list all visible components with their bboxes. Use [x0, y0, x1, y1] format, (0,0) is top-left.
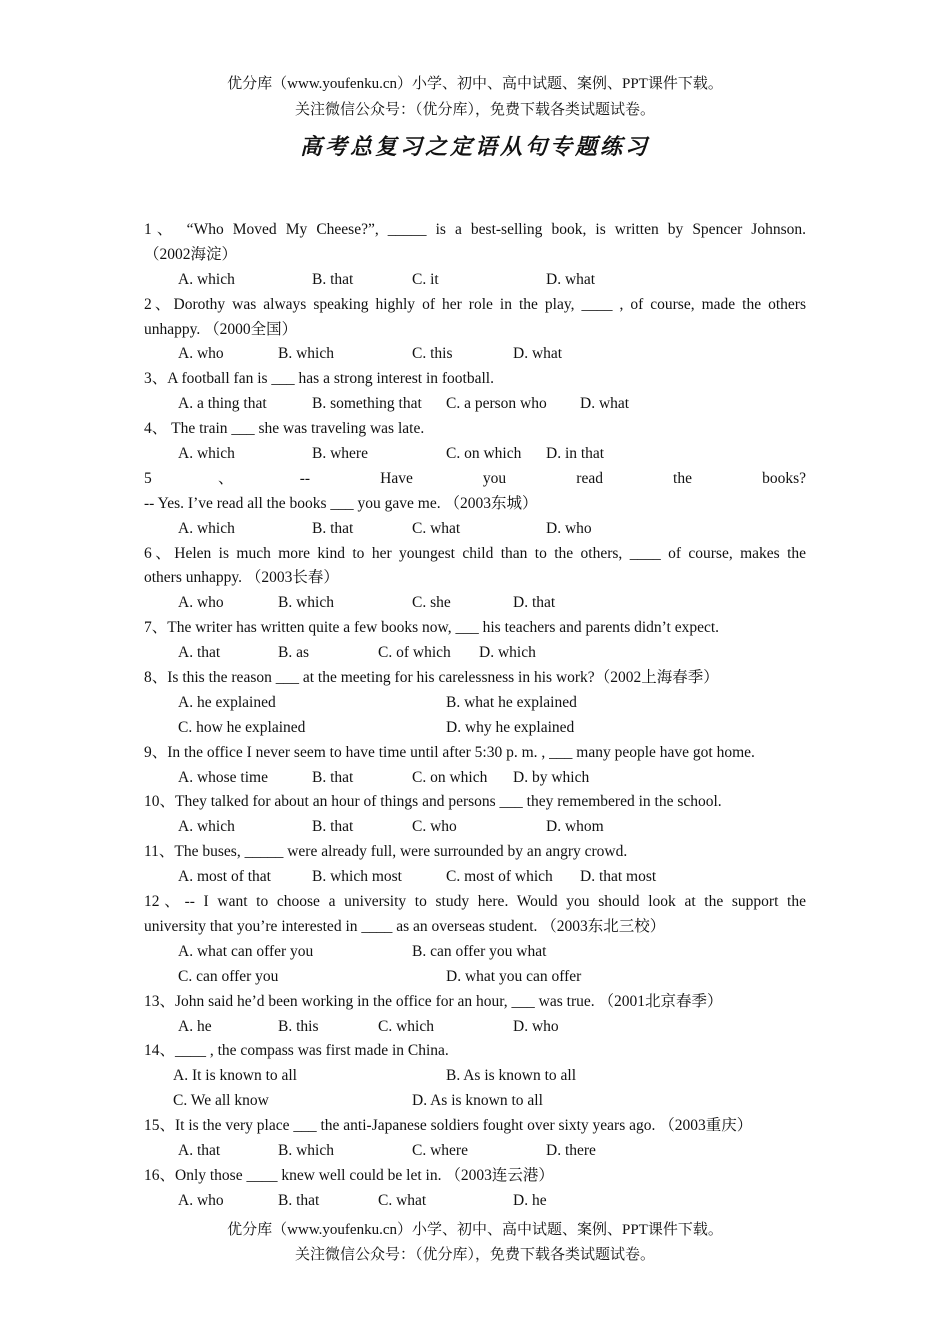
answer-options-row	[144, 342, 806, 367]
answer-option: A. which	[178, 519, 235, 537]
question-text: 8、Is this the reason ___ at the meeting for his carelessness in his work?（2002上海春季）	[144, 669, 719, 687]
answer-option: C. who	[412, 818, 457, 836]
answer-option: C. most of which	[446, 868, 553, 886]
question-text: 7、The writer has written quite a few books now, ___ his teachers and parents didn’t expect.	[144, 619, 720, 637]
question-text: 10、They talked for about an hour of things and persons ___ they remembered in the school.	[144, 793, 722, 811]
answer-option: D. what	[580, 395, 630, 413]
answer-option: D. why he explained	[446, 718, 575, 736]
answer-option: D. which	[479, 644, 536, 662]
question-text: 5、-- Have you read the books?	[144, 469, 806, 487]
answer-option: B. something that	[312, 395, 422, 413]
answer-option: A. what can offer you	[178, 942, 314, 960]
question-list	[144, 218, 806, 1214]
question-text: 1、 “Who Moved My Cheese?”, _____ is a best-selling book, is written by Spencer Johnson.	[144, 221, 806, 238]
answer-option: C. which	[378, 1017, 434, 1035]
answer-option: A. It is known to all	[173, 1067, 297, 1085]
question-text: 4、 The train ___ she was traveling was late.	[144, 420, 425, 438]
answer-option: D. what	[513, 345, 563, 363]
question-text: university that you’re interested in ____ as an overseas student. （2003东北三校）	[144, 917, 666, 935]
answer-option: C. what	[378, 1191, 427, 1209]
answer-option: D. that most	[580, 868, 657, 886]
question-text: 2、Dorothy was always speaking highly of her role in the play, ____ , of course, made the others	[144, 295, 806, 313]
answer-option: C. she	[412, 594, 451, 612]
answer-options-row	[144, 591, 806, 616]
question-text: （2002海淀）	[144, 245, 238, 263]
answer-option: A. who	[178, 594, 224, 612]
answer-option: A. which	[178, 818, 235, 836]
question-text: 11、The buses, _____ were already full, were surrounded by an angry crowd.	[144, 843, 628, 861]
answer-options-row	[144, 1089, 806, 1114]
answer-options-row	[144, 965, 806, 990]
answer-option: D. in that	[546, 445, 605, 463]
question-text: 14、____ , the compass was first made in China.	[144, 1042, 449, 1060]
answer-options-row	[144, 815, 806, 840]
page-title: 高考总复习之定语从句专题练习	[299, 134, 650, 159]
answer-option: B. where	[312, 445, 368, 463]
answer-option: B. can offer you what	[412, 942, 547, 960]
answer-option: D. by which	[513, 768, 590, 786]
question-text: 9、In the office I never seem to have time until after 5:30 p. m. , ___ many people have got home.	[144, 743, 755, 761]
answer-option: D. what	[546, 270, 596, 288]
answer-option: A. he explained	[178, 693, 276, 711]
question-text: 16、Only those ____ knew well could be let in. （2003连云港）	[144, 1166, 554, 1184]
answer-option: C. of which	[378, 644, 451, 662]
answer-option: C. on which	[412, 768, 488, 786]
answer-option: C. We all know	[173, 1092, 269, 1110]
answer-options-row	[144, 517, 806, 542]
answer-option: D. who	[513, 1017, 559, 1035]
answer-option: C. can offer you	[178, 967, 279, 985]
answer-options-row	[144, 1015, 806, 1040]
answer-options-row	[144, 691, 806, 716]
question-text: 15、It is the very place ___ the anti-Japanese soldiers fought over sixty years ago. （2003重庆）	[144, 1117, 753, 1135]
answer-options-row	[144, 865, 806, 890]
answer-option: A. he	[178, 1017, 212, 1035]
answer-option: A. most of that	[178, 868, 271, 886]
answer-option: A. who	[178, 1191, 224, 1209]
answer-options-row	[144, 641, 806, 666]
answer-option: D. whom	[546, 818, 604, 836]
answer-option: D. what you can offer	[446, 967, 582, 985]
answer-option: A. a thing that	[178, 395, 267, 413]
answer-option: B. which most	[312, 868, 402, 886]
header-line-1: 优分库（www.youfenku.cn）小学、初中、高中试题、案例、PPT课件下载。	[227, 76, 723, 92]
answer-option: B. which	[278, 345, 334, 363]
footer-line-1: 优分库（www.youfenku.cn）小学、初中、高中试题、案例、PPT课件下载。	[227, 1222, 723, 1238]
question-text: unhappy. （2000全国）	[144, 320, 298, 338]
question-text: -- Yes. I’ve read all the books ___ you gave me. （2003东城）	[144, 494, 538, 512]
answer-options-row	[144, 940, 806, 965]
answer-option: D. that	[513, 594, 556, 612]
answer-option: B. what he explained	[446, 693, 577, 711]
answer-option: B. that	[312, 519, 354, 537]
answer-options-row	[144, 716, 806, 741]
answer-option: A. which	[178, 270, 235, 288]
answer-option: C. where	[412, 1141, 468, 1159]
question-text: others unhappy. （2003长春）	[144, 569, 339, 587]
answer-option: B. that	[278, 1191, 320, 1209]
question-text: 6、Helen is much more kind to her youngest child than to the others, ____ of course, makes the	[144, 544, 806, 562]
answer-options-row	[144, 1189, 806, 1214]
header-line-2: 关注微信公众号：（优分库），免费下载各类试题试卷。	[294, 102, 655, 118]
answer-option: A. that	[178, 644, 221, 662]
answer-option: B. which	[278, 594, 334, 612]
answer-options-row	[144, 766, 806, 791]
answer-option: B. as	[278, 644, 309, 662]
answer-options-row	[144, 392, 806, 417]
answer-options-row	[144, 268, 806, 293]
answer-option: B. which	[278, 1141, 334, 1159]
answer-option: D. there	[546, 1141, 596, 1159]
answer-options-row	[144, 442, 806, 467]
answer-option: D. As is known to all	[412, 1092, 543, 1110]
answer-option: B. As is known to all	[446, 1067, 577, 1085]
question-text: 12、-- I want to choose a university to study here. Would you should look at the support the	[144, 893, 806, 911]
answer-option: D. who	[546, 519, 592, 537]
answer-option: A. who	[178, 345, 224, 363]
answer-option: B. that	[312, 768, 354, 786]
answer-options-row	[144, 1064, 806, 1089]
question-text: 3、A football fan is ___ has a strong interest in football.	[144, 370, 494, 388]
answer-option: D. he	[513, 1191, 547, 1209]
answer-option: C. it	[412, 270, 439, 288]
answer-option: C. how he explained	[178, 718, 306, 736]
question-text: 13、John said he’d been working in the office for an hour, ___ was true. （2001北京春季）	[144, 992, 723, 1010]
answer-option: A. which	[178, 445, 235, 463]
answer-option: B. this	[278, 1017, 319, 1035]
answer-option: A. that	[178, 1141, 221, 1159]
answer-option: C. a person who	[446, 395, 547, 413]
answer-options-row	[144, 1139, 806, 1164]
answer-option: C. what	[412, 519, 461, 537]
footer-line-2: 关注微信公众号：（优分库），免费下载各类试题试卷。	[294, 1247, 655, 1263]
answer-option: C. on which	[446, 445, 522, 463]
answer-option: B. that	[312, 270, 354, 288]
answer-option: A. whose time	[178, 768, 268, 786]
answer-option: C. this	[412, 345, 453, 363]
answer-option: B. that	[312, 818, 354, 836]
